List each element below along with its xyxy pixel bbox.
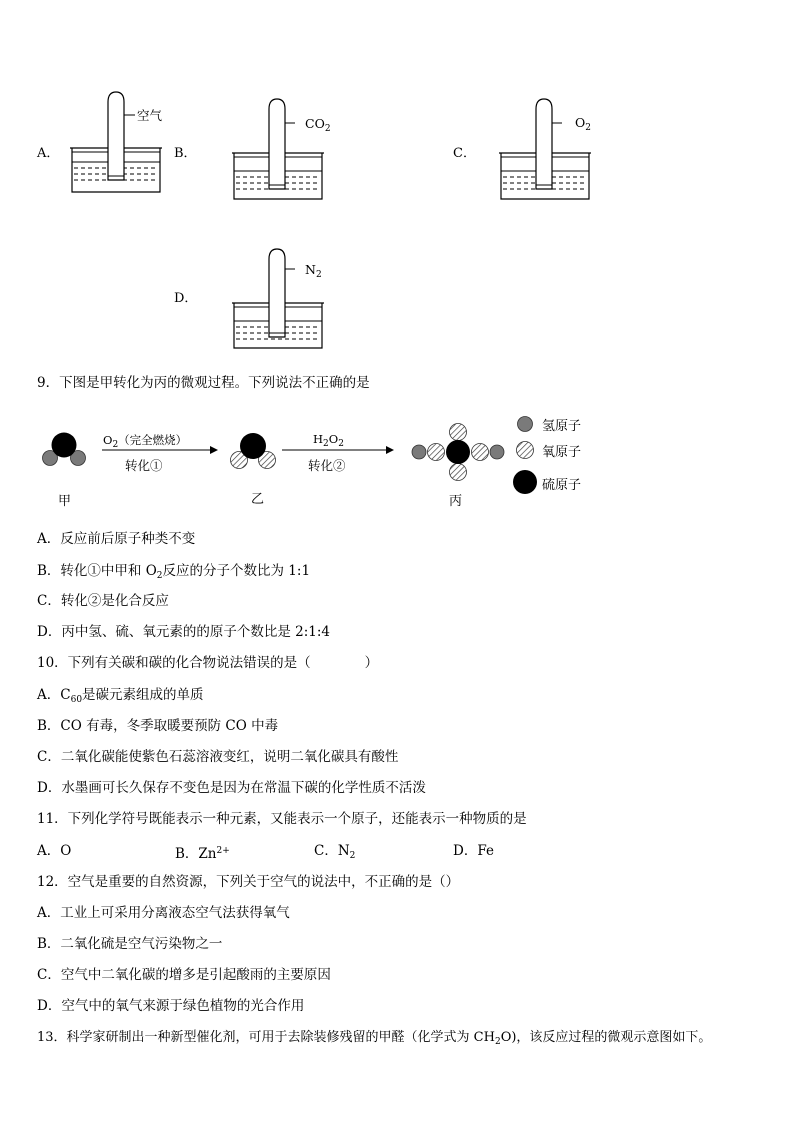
q10-stem: 10．下列有关碳和碳的化合物说法错误的是（ ） [37, 655, 379, 671]
legend-hydrogen-icon [518, 417, 533, 432]
legend-hydrogen-label: 氢原子 [542, 419, 582, 434]
molecule-yi [231, 433, 276, 469]
molecule-jia [43, 433, 86, 466]
q11-option-b: B．$Zn^{2+}$ [175, 846, 230, 862]
q13-stem: 13．科学家研制出一种新型催化剂，可用于去除装修残留的甲醛（化学式为 $CH_2O$)，该反应过程的微观示意图如下。 [37, 1030, 712, 1047]
q9-option-d: D．丙中氢、硫、氧元素的的原子个数比是 2:1:4 [37, 624, 330, 640]
arrow1-bottom-label: 转化① [125, 458, 163, 473]
gas-label-o2: $O_2$ [575, 115, 591, 133]
label-jia: 甲 [58, 494, 72, 509]
gas-label-co2: $CO_2$ [305, 116, 331, 134]
q12-stem: 12．空气是重要的自然资源，下列关于空气的说法中，不正确的是（） [37, 874, 460, 890]
gas-label-n2: $N_2$ [305, 262, 322, 280]
beaker-b-diagram [232, 97, 324, 202]
gas-label-air: 空气 [137, 108, 163, 123]
label-bing: 丙 [449, 494, 463, 509]
q9-stem: 9．下图是甲转化为丙的微观过程。下列说法不正确的是 [37, 375, 370, 391]
q11-stem: 11．下列化学符号既能表示一种元素，又能表示一个原子，还能表示一种物质的是 [37, 811, 527, 827]
q11-option-a: A．O [37, 843, 72, 859]
legend-oxygen-label: 氧原子 [542, 445, 582, 460]
q9-option-c: C．转化②是化合反应 [37, 593, 169, 609]
legend-sulfur-icon [513, 470, 537, 494]
label-yi: 乙 [251, 492, 265, 507]
q10-option-b: B．CO 有毒，冬季取暖要预防 CO 中毒 [37, 718, 279, 734]
arrow2-top-label: $H_2O_2$ [313, 432, 344, 449]
legend-sulfur-label: 硫原子 [542, 478, 582, 493]
option-a-letter: A． [37, 146, 60, 161]
option-c-letter: C． [453, 146, 476, 161]
option-d-letter: D． [174, 291, 198, 306]
option-b-letter: B． [174, 146, 197, 161]
q9-option-a: A．反应前后原子种类不变 [37, 531, 196, 547]
q12-option-b: B．二氧化硫是空气污染物之一 [37, 936, 223, 952]
legend-oxygen-icon [517, 442, 534, 459]
q10-option-d: D．水墨画可长久保存不变色是因为在常温下碳的化学性质不活泼 [37, 780, 426, 796]
q11-option-c: C．$N_2$ [314, 843, 356, 861]
q10-option-a: A．$C_{60}$是碳元素组成的单质 [37, 687, 204, 705]
q11-option-d: D．Fe [453, 843, 494, 859]
arrow1-top-label: $O_2$（完全燃烧） [103, 433, 188, 450]
arrow2-bottom-label: 转化② [308, 458, 346, 473]
q9-option-b: B．转化①中甲和 $O_2$反应的分子个数比为 1:1 [37, 563, 311, 581]
q12-option-c: C．空气中二氧化碳的增多是引起酸雨的主要原因 [37, 967, 331, 983]
q10-option-c: C．二氧化碳能使紫色石蕊溶液变红，说明二氧化碳具有酸性 [37, 749, 399, 765]
beaker-c-diagram [499, 97, 591, 202]
q12-option-a: A．工业上可采用分离液态空气法获得氧气 [37, 905, 290, 921]
molecule-bing [412, 424, 504, 481]
q12-option-d: D．空气中的氧气来源于绿色植物的光合作用 [37, 998, 305, 1014]
